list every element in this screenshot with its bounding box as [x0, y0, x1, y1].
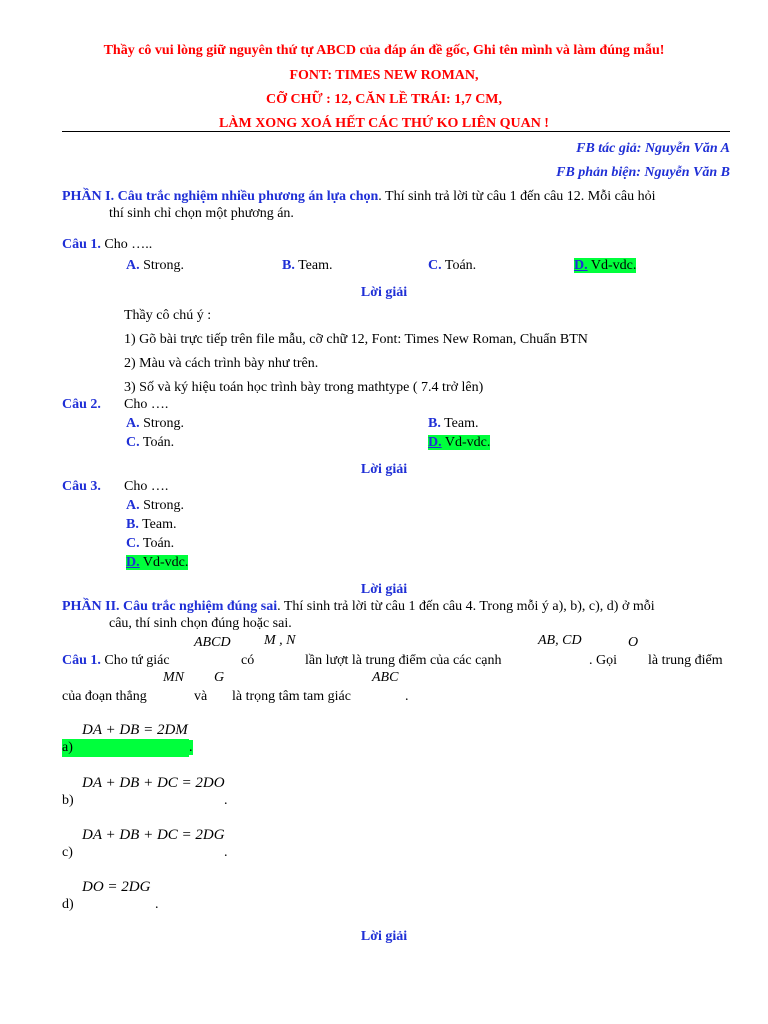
question-1-label: Câu 1.: [62, 237, 101, 252]
q1-option-a[interactable]: A. Strong.: [126, 258, 184, 273]
q1-option-c[interactable]: C. Toán.: [428, 258, 477, 273]
math-mn-points: M , N: [264, 633, 296, 648]
q1-option-d[interactable]: D. Vd-vdc.: [574, 258, 637, 273]
part1-intro-cont: thí sinh chỉ chọn một phương án.: [109, 206, 294, 221]
part2-intro: [62, 598, 730, 616]
statement-b-formula: DA + DB + DC = 2DO: [82, 775, 225, 791]
p2-q1-text-segment: của đoạn thẳng: [62, 689, 147, 704]
part1-heading: PHẦN I. Câu trắc nghiệm nhiều phương án lựa chọn: [62, 189, 379, 204]
question-1: [62, 236, 152, 254]
note-2: 2) Màu và cách trình bày như trên.: [124, 356, 319, 371]
instruction-line-2: FONT: TIMES NEW ROMAN,: [289, 68, 479, 83]
statement-a-highlight: a): [62, 739, 189, 757]
q3-solution-heading: Lời giải: [360, 582, 408, 597]
q1-option-b[interactable]: B. Team.: [282, 258, 333, 273]
q3-option-d[interactable]: D. Vd-vdc.: [126, 555, 189, 570]
part1-text: . Thí sinh trả lời từ câu 1 đến câu 12. Mỗi câu hỏi: [378, 189, 656, 204]
note-title: Thầy cô chú ý :: [124, 308, 212, 323]
q2-option-b[interactable]: B. Team.: [428, 416, 479, 431]
note-1: 1) Gõ bài trực tiếp trên file mẫu, cỡ chữ 12, Font: Times New Roman, Chuẩn BTN: [124, 332, 588, 347]
p2-question-1-label: Câu 1.: [62, 653, 101, 668]
math-mn-segment: MN: [163, 670, 184, 685]
question-3-stem: Cho ….: [124, 479, 169, 494]
statement-d-end: .: [155, 897, 159, 912]
p2-q1-text-co: có: [241, 653, 255, 668]
p2-q1-text-and: và: [194, 689, 208, 704]
math-ab-cd: AB, CD: [538, 633, 582, 648]
math-point-g: G: [214, 670, 225, 685]
q2-option-c[interactable]: C. Toán.: [126, 435, 175, 450]
statement-c-end: .: [224, 845, 228, 860]
part2-heading: PHẦN II. Câu trắc nghiệm đúng sai: [62, 599, 278, 614]
question-1-stem: Cho …..: [100, 237, 153, 252]
author-credit: FB tác giả: Nguyễn Văn A: [576, 141, 730, 156]
q2-option-a[interactable]: A. Strong.: [126, 416, 184, 431]
question-3-label: Câu 3.: [62, 479, 101, 494]
note-3: 3) Số và ký hiệu toán học trình bày trong mathtype ( 7.4 trở lên): [124, 380, 484, 395]
statement-d-label[interactable]: d): [62, 897, 74, 912]
math-abcd: ABCD: [194, 635, 231, 650]
p2-q1-text-end: .: [405, 689, 409, 704]
statement-c-label[interactable]: c): [62, 845, 73, 860]
p2-q1-text-midpoint: là trung điểm: [648, 653, 723, 668]
reviewer-credit: FB phản biện: Nguyễn Văn B: [556, 165, 730, 180]
p2-solution-heading: Lời giải: [360, 929, 408, 944]
q3-option-c[interactable]: C. Toán.: [126, 536, 175, 551]
question-2-label: Câu 2.: [62, 397, 101, 412]
statement-c-formula: DA + DB + DC = 2DG: [82, 827, 225, 843]
part1-intro: [62, 188, 730, 206]
q3-option-b[interactable]: B. Team.: [126, 517, 177, 532]
math-point-o: O: [628, 635, 639, 650]
statement-d-formula: DO = 2DG: [82, 879, 151, 895]
statement-b-label[interactable]: b): [62, 793, 74, 808]
instruction-line-4: LÀM XONG XOÁ HẾT CÁC THỨ KO LIÊN QUAN !: [219, 116, 549, 131]
header-divider: [62, 131, 730, 132]
statement-a-formula: DA + DB = 2DM: [82, 722, 188, 738]
instruction-line-3: CỠ CHỮ : 12, CĂN LỀ TRÁI: 1,7 CM,: [265, 92, 503, 107]
part2-text: . Thí sinh trả lời từ câu 1 đến câu 4. Trong mỗi ý a), b), c), d) ở mỗi: [277, 599, 655, 614]
question-2-stem: Cho ….: [124, 397, 169, 412]
p2-q1-text-centroid: là trọng tâm tam giác: [232, 689, 351, 704]
part2-intro-cont: câu, thí sinh chọn đúng hoặc sai.: [109, 616, 292, 631]
instruction-line-1: Thầy cô vui lòng giữ nguyên thứ tự ABCD của đáp án đề gốc, Ghi tên mình và làm đúng mẫu!: [103, 43, 665, 58]
p2-q1-text-goi: . Gọi: [589, 653, 617, 668]
q2-solution-heading: Lời giải: [360, 462, 408, 477]
q2-option-d[interactable]: D. Vd-vdc.: [428, 435, 491, 450]
statement-a[interactable]: a) .: [62, 740, 193, 755]
math-abc: ABC: [372, 670, 399, 685]
q3-option-a[interactable]: A. Strong.: [126, 498, 184, 513]
p2-q1-text-midpoints: lần lượt là trung điểm của các cạnh: [305, 653, 502, 668]
statement-b-end: .: [224, 793, 228, 808]
p2-question-1: Câu 1. Cho tứ giác: [62, 653, 170, 668]
q1-solution-heading: Lời giải: [360, 285, 408, 300]
